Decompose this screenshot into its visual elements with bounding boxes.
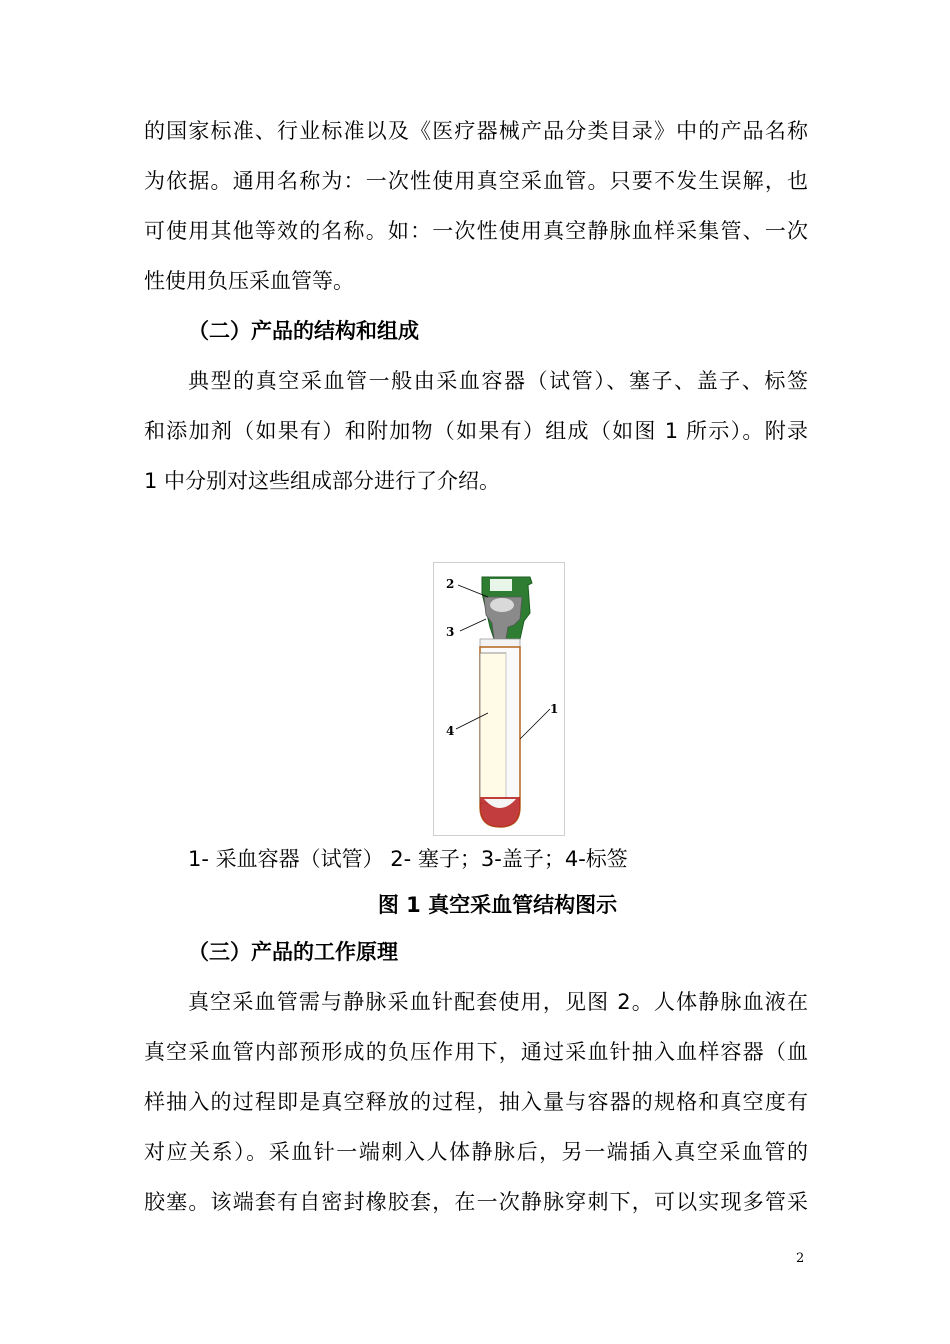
section3-heading: （三）产品的工作原理 bbox=[188, 940, 398, 964]
paragraph3-line-1: 真空采血管需与静脉采血针配套使用，见图 2。人体静脉血液在 bbox=[188, 990, 808, 1014]
section2-heading: （二）产品的结构和组成 bbox=[188, 319, 419, 343]
leader-line-3 bbox=[460, 619, 486, 631]
tube-label bbox=[480, 653, 506, 803]
paragraph2-line-1: 典型的真空采血管一般由采血容器（试管）、塞子、盖子、标签 bbox=[188, 369, 808, 393]
paragraph1-line-1: 的国家标准、行业标准以及《医疗器械产品分类目录》中的产品名称 bbox=[144, 119, 808, 143]
figure-label-4: 4 bbox=[446, 724, 455, 738]
page-number: 2 bbox=[796, 1251, 805, 1266]
tube-neck bbox=[480, 639, 520, 647]
stopper-center bbox=[490, 598, 514, 612]
paragraph2-line-2: 和添加剂（如果有）和附加物（如果有）组成（如图 1 所示）。附录 bbox=[144, 419, 808, 443]
figure-legend: 1- 采血容器（试管） 2- 塞子；3-盖子；4-标签 bbox=[188, 847, 628, 871]
paragraph3-line-3: 样抽入的过程即是真空释放的过程，抽入量与容器的规格和真空度有 bbox=[144, 1090, 808, 1114]
vacuum-tube-diagram bbox=[434, 563, 564, 835]
paragraph1-line-3: 可使用其他等效的名称。如：一次性使用真空静脉血样采集管、一次 bbox=[144, 219, 808, 243]
paragraph1-line-2: 为依据。通用名称为：一次性使用真空采血管。只要不发生误解，也 bbox=[144, 169, 808, 193]
paragraph2-line-3: 1 中分别对这些组成部分进行了介绍。 bbox=[144, 469, 501, 493]
paragraph3-line-4: 对应关系）。采血针一端刺入人体静脉后，另一端插入真空采血管的 bbox=[144, 1140, 808, 1164]
figure-caption: 图 1 真空采血管结构图示 bbox=[377, 893, 618, 917]
figure-label-2: 2 bbox=[446, 577, 455, 591]
vacuum-tube-figure bbox=[433, 562, 565, 836]
figure-label-3: 3 bbox=[446, 625, 455, 639]
figure-label-1: 1 bbox=[550, 702, 559, 716]
leader-line-1 bbox=[520, 709, 550, 739]
paragraph3-line-2: 真空采血管内部预形成的负压作用下，通过采血针抽入血样容器（血 bbox=[144, 1040, 808, 1064]
cap-top-highlight bbox=[490, 579, 512, 591]
paragraph3-line-5: 胶塞。该端套有自密封橡胶套，在一次静脉穿刺下，可以实现多管采 bbox=[144, 1190, 808, 1214]
paragraph1-line-4: 性使用负压采血管等。 bbox=[144, 269, 354, 293]
